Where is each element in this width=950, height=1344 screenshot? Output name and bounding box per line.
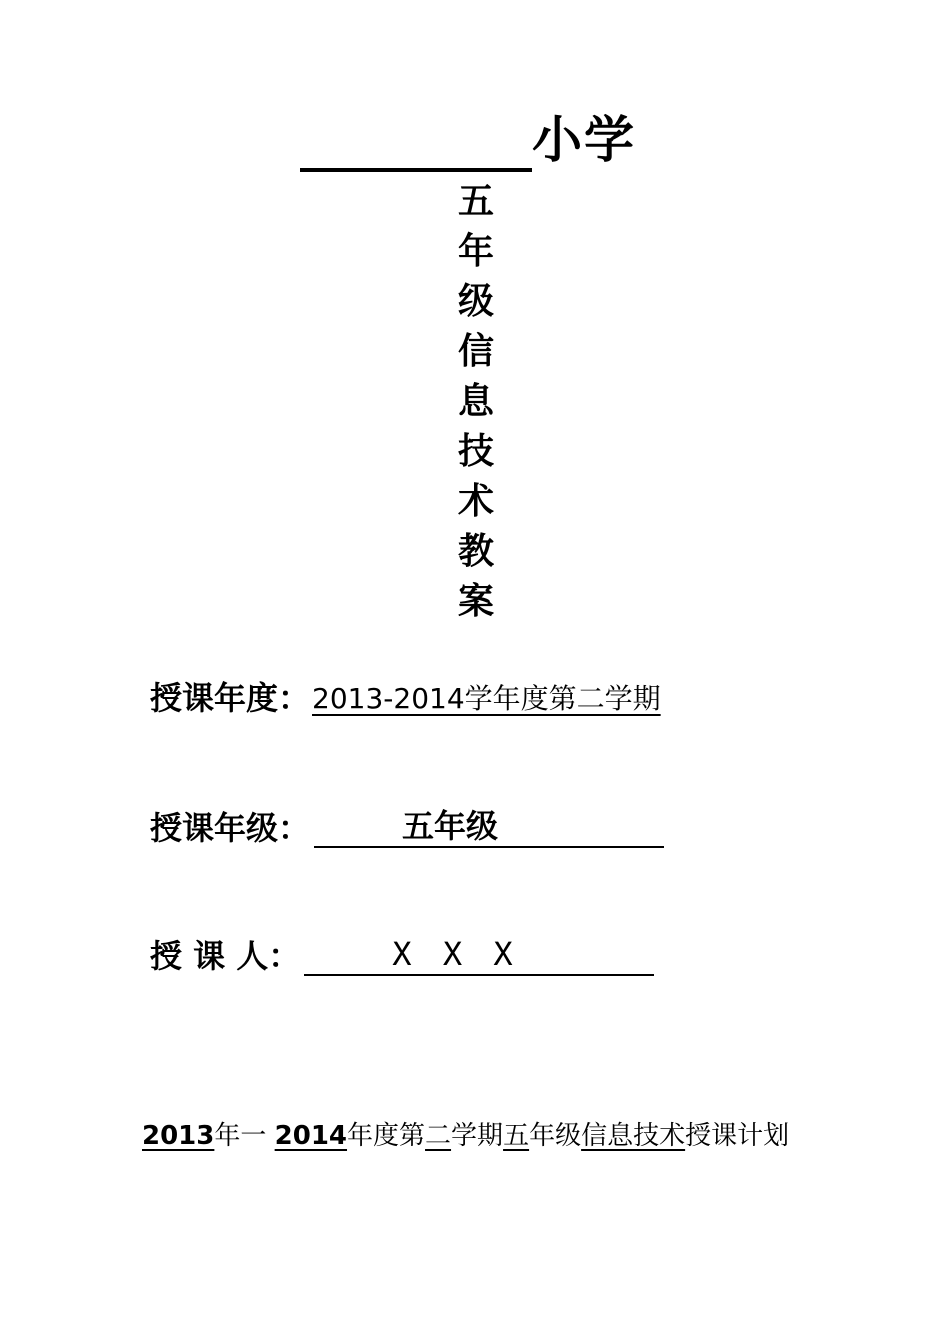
plan-text: 学期 xyxy=(451,1121,504,1151)
plan-year-start: 2013 xyxy=(142,1121,215,1151)
plan-subject: 信息技术 xyxy=(581,1121,686,1151)
plan-text: 授课计划 xyxy=(685,1121,790,1151)
vertical-title xyxy=(448,176,504,626)
plan-term: 二 xyxy=(425,1121,452,1151)
teacher-label: 授 课 人： xyxy=(150,937,301,975)
grade-label: 授课年级： xyxy=(150,809,311,847)
teacher-value: X X X xyxy=(392,935,519,973)
school-title xyxy=(300,108,636,172)
year-label: 授课年度： xyxy=(150,679,311,717)
plan-text: 年度第 xyxy=(347,1121,426,1151)
year-row xyxy=(150,678,661,718)
plan-text: 年级 xyxy=(529,1121,582,1151)
vertical-title-char: 息 xyxy=(457,380,494,422)
plan-title xyxy=(142,1118,789,1154)
plan-grade: 五 xyxy=(503,1121,530,1151)
school-name-blank xyxy=(300,110,532,172)
vertical-title-char: 级 xyxy=(457,280,494,322)
vertical-title-char: 年 xyxy=(457,230,494,272)
teacher-field xyxy=(304,934,654,976)
teacher-row xyxy=(150,934,654,976)
vertical-title-char: 技 xyxy=(457,430,494,472)
grade-field xyxy=(314,806,664,848)
vertical-title-char: 信 xyxy=(457,330,494,372)
grade-row xyxy=(150,806,664,848)
plan-year-end: 2014 xyxy=(274,1121,348,1151)
vertical-title-char: 术 xyxy=(457,480,494,522)
vertical-title-char: 案 xyxy=(457,580,494,622)
school-suffix: 小学 xyxy=(532,111,636,169)
vertical-title-char: 五 xyxy=(457,180,494,222)
vertical-title-char: 教 xyxy=(457,530,494,572)
plan-text: 年一 xyxy=(214,1121,275,1151)
year-value: 2013-2014学年度第二学期 xyxy=(312,682,661,715)
grade-value: 五年级 xyxy=(402,807,499,845)
